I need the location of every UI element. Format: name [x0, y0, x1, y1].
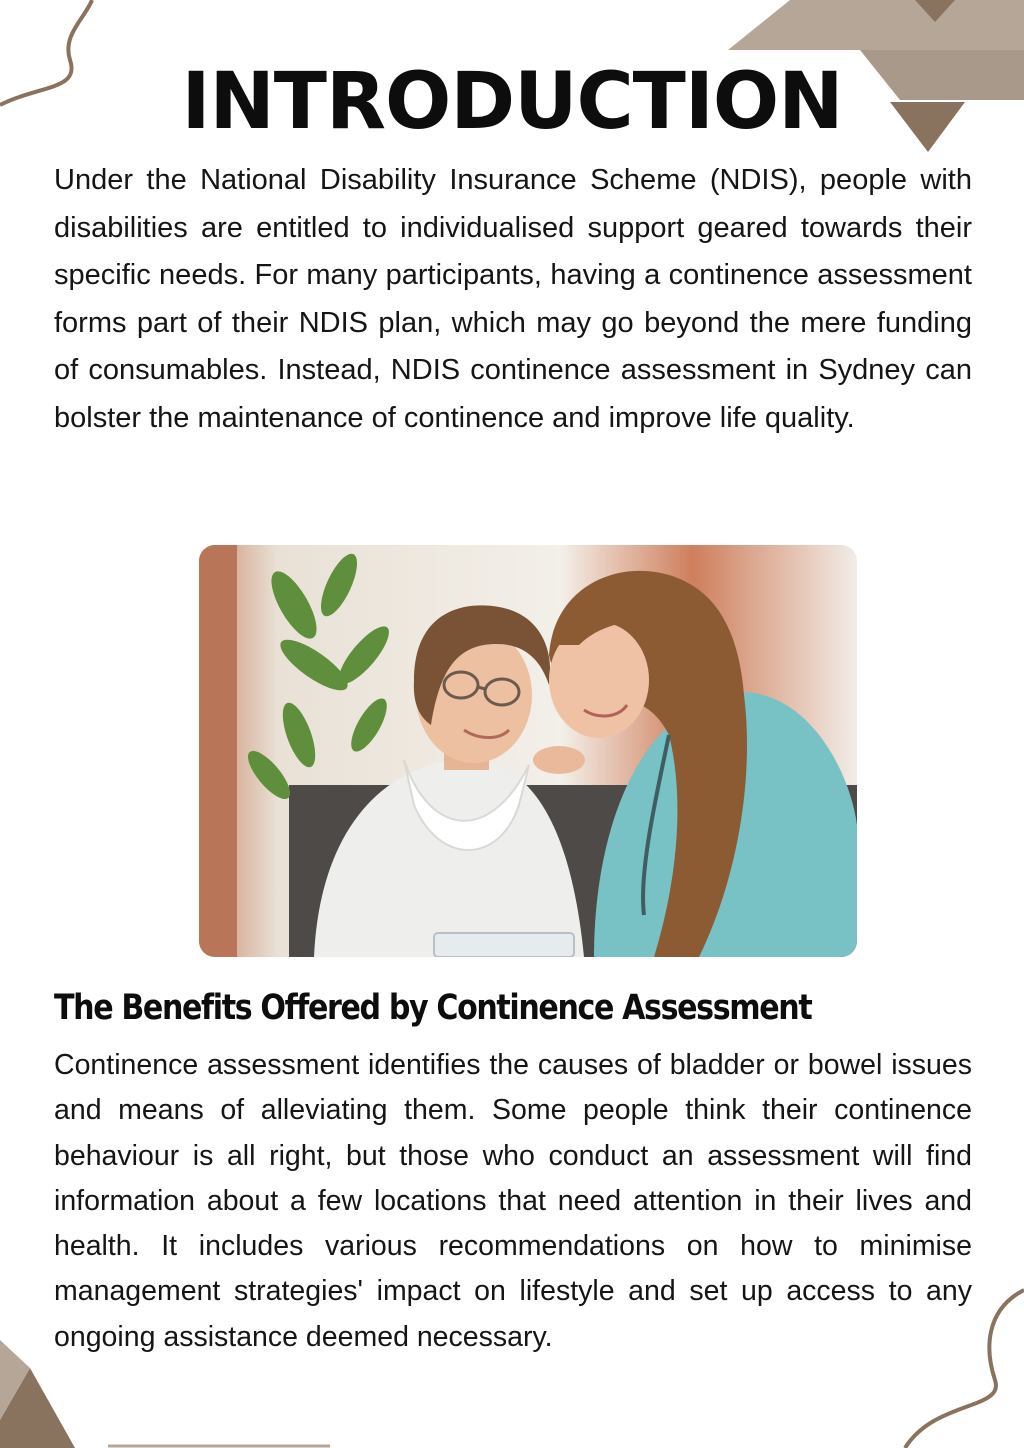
bottom-left-triangle-light	[0, 1340, 30, 1420]
page-title: INTRODUCTION	[181, 57, 843, 147]
section-heading: The Benefits Offered by Continence Assessment	[54, 988, 812, 1028]
top-right-triangle-dark	[915, 0, 955, 22]
top-right-triangle-large	[728, 0, 1024, 50]
bottom-left-triangle	[0, 1368, 75, 1448]
intro-paragraph: Under the National Disability Insurance Scheme (NDIS), people with disabilities are entitled to individualised support geared towards their specific needs. For many participants, having a continence assessment forms part of their NDIS plan, which may go beyond the mere funding of consumables. Instead, NDIS continence assessment in Sydney can bolster the maintenance of continence and improve life quality.	[54, 164, 972, 434]
photo-older-woman-and-nurse	[199, 545, 857, 957]
section-paragraph: Continence assessment identifies the causes of bladder or bowel issues and means of alleviating them. Some people think their continence behaviour is all right, but those who conduct an assessment will find information about a few locations that need attention in their lives and health. It includes various recommendations on how to minimise management strategies' impact on lifestyle and set up access to any ongoing assistance deemed necessary.	[54, 1049, 972, 1353]
